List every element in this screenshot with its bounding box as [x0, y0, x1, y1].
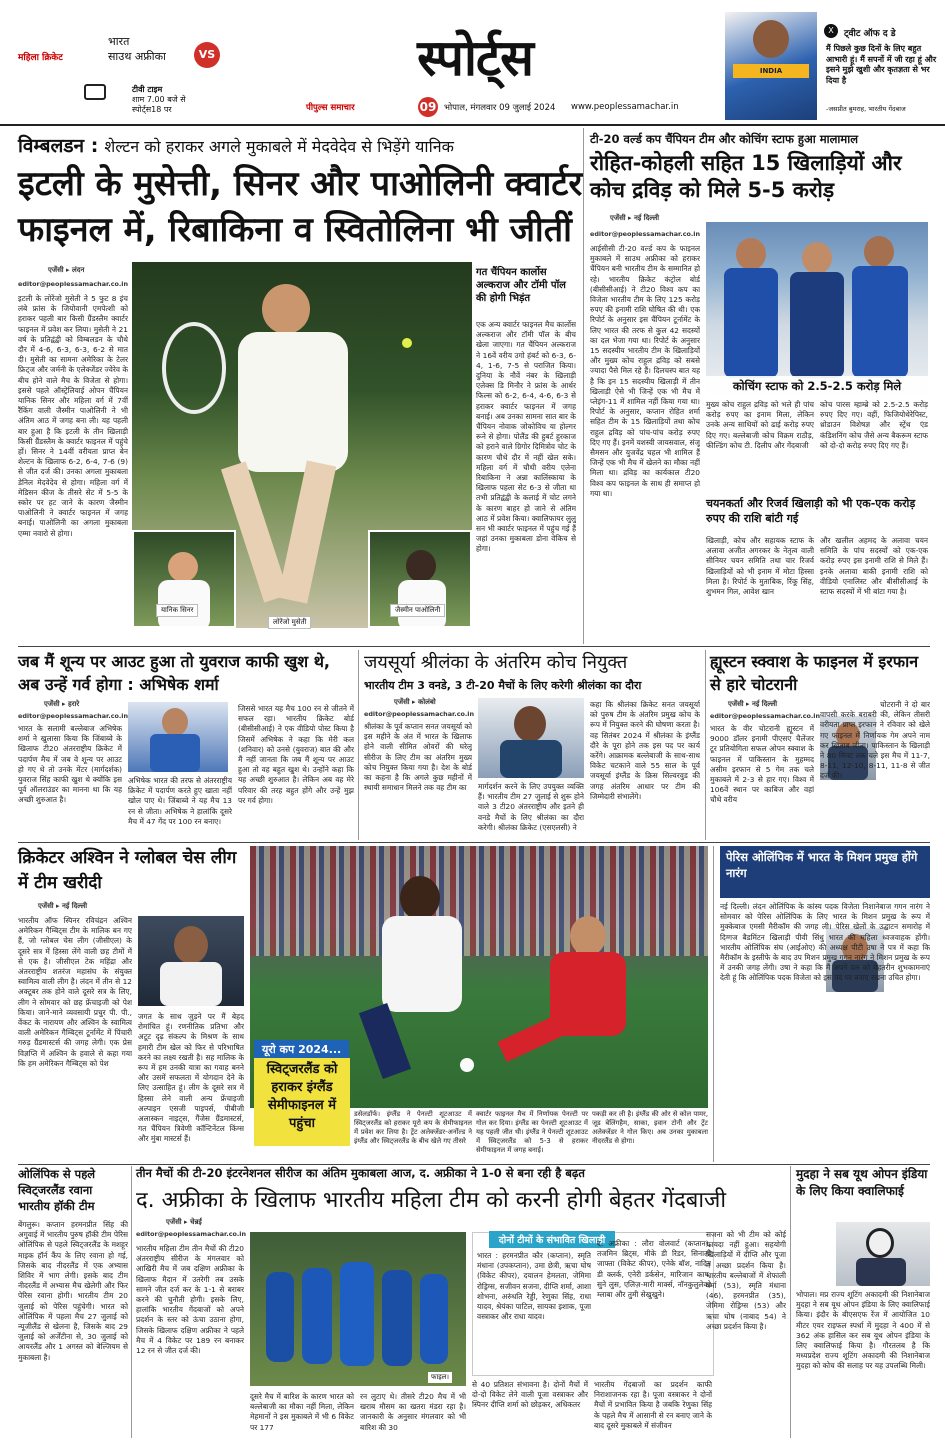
abhishek-byline: एजेंसी ▸ हरारे — [44, 700, 80, 708]
women-col1: भारतीय महिला टीम तीन मैचों की टी20 अंतरराष्ट्रीय सीरीज के मंगलवार को आखिरी मैच में जब दक्षिण अफ्रीका के खिलाफ मैदान में उतरेगी तब उसके सामने जीत दर्ज कर के 1-1 से बराबर करने की चुनौती होगी। इसके लिए, हालांकि भारतीय गेंदबाजों को अपने प्रदर्शन के स्तर को ऊंचा उठाना होगा, जिसके खिलाफ दक्षिण अफ्रीका ने पहले मैच में 4 विकेट पर 189 रन बनाकर 12 रन से जीत दर्ज की। — [136, 1244, 244, 1356]
abhishek-col1: भारत के सलामी बल्लेबाज अभिषेक शर्मा ने खुलासा किया कि जिंबाब्वे के खिलाफ टी20 अंतरराष्ट्रीय क्रिकेट में पदार्पण मैच में जब वे शून्य पर आउट हो गए थे तो उनके मेंटर (मार्गदर्शक) युवराज सिंह काफी खुश थे क्योंकि इस पूर्व ऑलराउंडर का मानना था कि यह अच्छी शुरुआत है। — [18, 724, 122, 805]
dateline-bar — [306, 97, 706, 117]
jayasuriya-col3: कहा कि श्रीलंका क्रिकेट सनत जयसूर्या को पुरुष टीम के अंतरिम प्रमुख कोच के रूप में नियुक्त करने की घोषणा करता है। वह सितंबर 2024 में श्रीलंका के इंग्लैंड दौरे के पूरा होने तक इस पद पर कार्य करेंगे। आक्रामक बल्लेबाजी के साथ-साथ विकेट चटकाने वाले 55 साल के पूर्व जयसूर्या इंग्लैंड के क्रिस सिल्वरवुड की जगह अंतरिम आधार पर टीम की जिम्मेदारी संभालेंगे। — [590, 700, 700, 801]
wimbledon-side-head: गत चैंपियन कार्लोस अल्कराज और टॉमी पॉल की होगी भिड़ंत — [476, 267, 566, 304]
ashwin-story — [18, 846, 244, 1162]
jayasuriya-story — [364, 650, 700, 840]
jayasuriya-col2: मार्गदर्शन करने के लिए उपयुक्त व्यक्ति हैं। भारतीय टीम 27 जुलाई से शुरू होने वाले 3 टी20 अंतरराष्ट्रीय और इतने ही वनडे मैचों के लिए श्रीलंका का दौरा करेगी। श्रीलंका क्रिकेट (एसएलसी) ने — [478, 782, 584, 832]
jayasuriya-subhead: भारतीय टीम 3 वनडे, 3 टी-20 मैचों के लिए करेगी श्रीलंका का दौरा — [364, 679, 642, 692]
women-headline: द. अफ्रीका के खिलाफ भारतीय महिला टीम को करनी होगी बेहतर गेंदबाजी — [136, 1188, 727, 1213]
women-col4: से 40 प्रतिशत संभावना है। दोनों मैचों में दो-दो विकेट लेने वाली पूजा वस्त्राकर और स्पिनर दीप्ति शर्मा को छोड़कर, अधिकतर — [472, 1380, 588, 1410]
squash-col1: भारत के वीर चोटरानी ह्यूस्टन में 9000 डॉलर इनामी पीएसए चैलेंजर टूर प्रतियोगिता सफल ओपन स्क्वाश के फाइनल में पाकिस्तान के मुहम्मद असीम इरफान से 5 गेम तक चले मुकाबले में 2-3 से हार गए। विश्व में 106वें स्थान पर काबिज और वहां चौथे वरीय — [710, 724, 814, 805]
coaches-photo — [706, 222, 928, 394]
euro-caption-3: पकड़ी कर ली है। इंग्लैंड की ओर से कोल पामर, जूड बेलिंगहैम, साका, इवान टोनी और ट्रेंट अलेक्जेंडर ने गोल किए। अब उनका मुकाबला नीदरलैंड से होगा। — [592, 1110, 708, 1145]
abhishek-email: editor@peoplessamachar.co.in — [18, 712, 129, 720]
narang-story — [720, 846, 930, 1162]
t20-sub-col2: और खलील अहमद के अलावा चयन समिति के पांच सदस्यों को एक-एक करोड़ रुपए इस इनामी राशि से मिले हैं। इनके अलावा बाकी इनामी राशि को वीडियो एनालिस्ट और बीसीसीआई के स्टाफ सदस्यों में भी बांटा गया है। — [820, 536, 928, 597]
narang-body: नई दिल्ली। लंदन ओलिंपिक के कांस्य पदक विजेता निशानेबाज गगन नारंग ने सोमवार को पेरिस ओलिंपिक के लिए भारत के मिशन प्रमुख के रूप में मुक्केबाज एमसी मैरीकॉम की जगह ली। पेरिस खेलों के उद्घाटन समारोह में दिग्गज बैडमिंटन खिलाड़ी पीवी सिंधु भारत की महिला ध्वजवाहक होंगी। भारतीय ओलिंपिक संघ (आईओए) की अध्यक्ष पीटी उषा ने पत्र में कहा कि मैरीकॉम के इस्तीफे के बाद उप मिशन प्रमुख गगन नारंग ने मिशन प्रमुख के रूप में उनकी जगह लेंगी। उषा ने कहा कि मैं अपने दल को बेहतरीन शुभकामनाएं देती हूं कि ओलिंपिक पदक विजेता को इस पद पर बनाए रखना उचित होगा। — [720, 902, 930, 983]
wimbledon-body: इटली के लोरेंजो मुसेती ने 5 फुट 8 इंच लंबे फ्रांस के जियोवानी एमपेत्शी को हराकर पहली बार किसी ग्रैंडस्लैम क्वार्टर फाइनल में प्रवेश कर लिया। मुसेती ने 21 वर्ष के प्रतिद्वंद्वी को विम्बलडन के चौथे दौर में 4-6, 6-3, 6-3, 6-2 से मात दी। मुसेती का सामना अमेरिका के टेलर फ्रिट्ज और जर्मनी के एलेक्जेंडर ज्वेरेव के बीच होने वाले मैच के विजेता से होगा। इससे पहले ऑस्ट्रेलियाई ओपन चैंपियन यानिक सिनर और महिला वर्ग में 7वीं रैंकिंग वाली जैस्मीन पाओलिनी ने भी अंतिम आठ में जगह बना ली। यह पहली बार हुआ है कि इटली के तीन खिलाड़ी किसी ग्रैंडस्लैम के क्वार्टर फाइनल में पहुंचे हों। सिनर ने 14वीं वरीयता प्राप्त बेन शेल्टन के खिलाफ 6-2, 6-4, 7-6 (9) से जीत दर्ज की। उनका अगला मुकाबला डेनिल मेदवेदेव से होगा। महिला वर्ग में मेडिसन कीज के तीसरे सेट में 5-5 के स्कोर पर हट जाने के कारण जैस्मीन पाओलिनी ने क्वार्टर फाइनल में जगह बनाई। पाओलिनी का अगला मुकाबला एम्मा नवारो से होगा। — [18, 294, 128, 538]
tweet-text: मैं पिछले कुछ दिनों के लिए बहुत आभारी हूं। मैं सपनों में जी रहा हूं और इसने मुझे खुशी और कृतज्ञता से भर दिया है — [826, 44, 937, 85]
jayasuriya-photo — [478, 698, 584, 778]
t20-email: editor@peoplessamachar.co.in — [590, 230, 701, 238]
musetti-caption: लोरेंजो मुसेती — [268, 616, 311, 629]
tv-time: शाम 7.00 बजे से स्पोर्ट्स18 पर — [132, 95, 186, 114]
jayasuriya-headline: जयसूर्या श्रीलंका के अंतरिम कोच नियुक्त — [364, 652, 628, 673]
abhishek-col2: जिससे भारत यह मैच 100 रन से जीतने में सफल रहा। भारतीय क्रिकेट बोर्ड (बीसीसीआई) ने एक वीडियो पोस्ट किया है जिसमें अभिषेक ने कहा कि मेरी कल (शनिवार) को उनसे (युवराज) बात की और मैं नहीं जानता कि जब मैं शून्य पर आउट हुआ तो वह बहुत खुश थे। उन्होंने कहा कि यह अच्छी शुरुआत है। लेकिन अब वह मेरे परिवार की तरह बहुत होंगे और उन्हें मुझ पर गर्व होगा। — [238, 704, 354, 805]
wimbledon-headline-2: फाइनल में, रिबाकिना व स्वितोलिना भी जीतीं — [18, 210, 572, 250]
shooting-headline: मुदहा ने सब यूथ ओपन इंडिया के लिए किया क्वालिफाई — [796, 1167, 928, 1198]
hockey-headline: ओलिंपिक से पहले स्विट्जरलैंड रवाना भारतीय हॉकी टीम — [18, 1167, 96, 1213]
tweet-box — [822, 16, 940, 120]
x-icon: X — [824, 24, 838, 38]
ashwin-headline: क्रिकेटर अश्विन ने ग्लोबल चेस लीग में टीम खरीदी — [18, 848, 237, 893]
squash-byline: एजेंसी ▸ नई दिल्ली — [728, 700, 778, 708]
promo-label: महिला क्रिकेट — [18, 53, 63, 63]
tv-label: टीवी टाइम — [132, 85, 163, 94]
ashwin-byline: एजेंसी ▸ नई दिल्ली — [38, 902, 88, 910]
euro-tag: यूरो कप 2024... — [254, 1040, 349, 1059]
wimbledon-headline-1: इटली के मुसेत्ती, सिनर और पाओलिनी क्वार्टर — [18, 164, 583, 204]
abhishek-story — [18, 650, 354, 840]
women-kicker: तीन मैचों की टी-20 इंटरनेशनल सीरीज का अंतिम मुकाबला आज, द. अफ्रीका ने 1-0 से बना रही है बढ़त — [136, 1166, 585, 1180]
abhishek-headline: जब मैं शून्य पर आउट हुआ तो युवराज काफी खुश थे, अब उन्हें गर्व होगा : अभिषेक शर्मा — [18, 652, 331, 694]
jayasuriya-col1: श्रीलंका के पूर्व कप्तान सनत जयसूर्या को इस महीने के अंत में भारत के खिलाफ होने वाली सीमित ओवरों की घरेलू सीरीज के लिए टीम का अंतरिम मुख्य कोच नियुक्त किया गया है। देश के बोर्ड का कहना है कि अगले कुछ महीनों में स्थायी समाधान मिलने तक वह टीम का — [364, 722, 472, 793]
hockey-story — [18, 1166, 128, 1438]
probables-title: दोनों टीमों के संभावित खिलाड़ी — [489, 1231, 615, 1248]
paolini-caption: जैस्मीन पाओलिनी — [390, 604, 445, 617]
masthead-title: स्पोर्ट्स — [417, 28, 533, 87]
masthead-rule — [0, 124, 945, 126]
t20-headline: रोहित-कोहली सहित 15 खिलाड़ियों और कोच द्रविड़ को मिले 5-5 करोड़ — [590, 151, 902, 202]
women-team-photo — [250, 1232, 466, 1386]
abhishek-col1b: अभिषेक भारत की तरफ से अंतरराष्ट्रीय क्रिकेट में पदार्पण करते हुए खाता नहीं खोल पाए थे। जिंबाब्वे ने यह मैच 13 रन से जीता। अभिषेक ने हालांकि दूसरे मैच में 47 गेंद पर 100 रन बनाए। — [128, 776, 232, 826]
coaches-photo-caption: कोचिंग स्टाफ को 2.5-2.5 करोड़ मिले — [706, 376, 928, 396]
t20-col2: मुख्य कोच राहुल द्रविड़ को भले ही पांच करोड़ रुपए का इनाम मिला, लेकिन उनके अन्य साथियों को ढाई करोड़ रुपए दिए गए। बल्लेबाजी कोच विक्रम राठौड़, फील्डिंग कोच टी. दिलीप और गेंदबाजी — [706, 400, 814, 450]
squash-col2: चोटरानी ने दो बार वापसी करके बराबरी की, लेकिन तीसरी वरीयता प्राप्त इरफान ने रविवार को खेले गए फाइनल में निर्णायक गेम अपने नाम कर खिताब जीता। पाकिस्तान के खिलाड़ी ने 80 मिनट तक चले इस मैच में 11-7, 8-11, 12-10, 8-11, 11-8 से जीत दर्ज की। — [820, 700, 930, 781]
ashwin-photo — [138, 916, 244, 1006]
wimbledon-kicker — [18, 132, 578, 158]
women-photo-caption: फाइल। — [428, 1372, 452, 1383]
t20-col3: कोच पारस म्हाम्ब्रे को 2.5-2.5 करोड़ रुपए दिए गए। वहीं, फिजियोथेरेपिस्ट, थ्रोडाउन विशेषज्ञ और स्ट्रेंथ एंड कंडिशनिंग कोच जैसे अन्य बैकरूम स्टाफ को दो-दो करोड़ रुपए दिए गए हैं। — [820, 400, 928, 450]
euro-headline: स्विट्जरलैंड को हराकर इंग्लैंड सेमीफाइनल में पहुंचा — [254, 1058, 350, 1146]
women-col5: भारतीय गेंदबाजों का प्रदर्शन काफी निराशाजनक रहा है। पूजा वस्त्राकर ने दोनों मैचों में प्रभावित किया है जबकि रेणुका सिंह के पहले मैच में आसानी से रन बनाए जाने के बाद दूसरे मुकाबले में संजीवन — [594, 1380, 712, 1430]
promo-teams: भारत साउथ अफ्रीका — [108, 35, 166, 63]
wimbledon-byline: एजेंसी ▸ लंदन — [48, 266, 85, 274]
squash-email: editor@peoplessamachar.co.in — [710, 712, 821, 720]
wimbledon-kicker-label: विम्बलडन : — [18, 135, 99, 157]
shooting-body: भोपाल। मप्र राज्य शूटिंग अकादमी की निशानेबाज मुदहा ने सब यूथ ओपन इंडिया के लिए क्वालिफाई किया। इंदौर के बीएसएफ रेंज में आयोजित 10 मीटर एयर राइफल स्पर्धा में मुदहा ने 400 में से 362 अंक हासिल कर सब यूथ ओपन इंडिया के लिए क्वालिफाई किया है। गौरतलब है कि मध्यप्रदेश राज्य शूटिंग अकादमी की निशानेबाज मुदहा को कोच की सलाह पर यह उपलब्धि मिली। — [796, 1290, 930, 1371]
abhishek-photo — [128, 702, 228, 772]
women-cricket-story — [136, 1166, 727, 1438]
tweet-author: -जसप्रीत बुमराह, भारतीय गेंदबाज — [826, 105, 906, 113]
bumrah-photo: INDIA — [725, 12, 817, 120]
t20-sub-col1: खिलाड़ी, कोच और सहायक स्टाफ के अलावा अजीत अगरकर के नेतृत्व वाली सीनियर चयन समिति तथा चार रिजर्व खिलाड़ियों को भी इनाम में मोटा हिस्सा मिला है। रिपोर्ट के मुताबिक, रिंकू सिंह, शुभमन गिल, आवेश खान — [706, 536, 814, 597]
women-email: editor@peoplessamachar.co.in — [136, 1230, 247, 1238]
musetti-photo — [132, 262, 472, 628]
tweet-label: ट्वीट ऑफ द डे — [844, 29, 896, 39]
narang-headline: पेरिस ओलिंपिक में भारत के मिशन प्रमुख होंगे नारंग — [720, 846, 930, 898]
women-col2: दूसरे मैच में बारिश के कारण भारत को बल्लेबाजी का मौका नहीं मिला, लेकिन मेहमानों ने इस मुकाबले में भी 6 विकेट पर 177 — [250, 1392, 354, 1432]
women-byline: एजेंसी ▸ चेन्नई — [166, 1218, 202, 1226]
masthead — [0, 0, 945, 124]
euro-caption-2: क्वार्टर फाइनल मैच में निर्णायक पेनल्टी पर गोल कर दिया। इंग्लैंड का पेनल्टी शूटआउट में यह पहली जीत थी। इंग्लैंड ने पेनल्टी शूटआउट में स्विट्जरलैंड को 5-3 से हराकर सेमीफाइनल में जगह बनाई। — [476, 1110, 588, 1154]
shooting-photo — [836, 1222, 930, 1286]
squash-headline: ह्यूस्टन स्क्वाश के फाइनल में इरफान से हारे चोटरानी — [710, 652, 919, 694]
t20-bonus-story — [590, 128, 930, 644]
t20-subhead: चयनकर्ता और रिजर्व खिलाड़ी को भी एक-एक करोड़ रुपए की राशि बांटी गई — [706, 497, 916, 525]
jayasuriya-email: editor@peoplessamachar.co.in — [364, 710, 475, 718]
vs-icon: VS — [194, 42, 220, 68]
probables-sa: द. अफ्रीका : लौरा वोलवार्ट (कप्तान), तजमिन ब्रिट्स, मीके डी रिडर, सिनालो जाफ्ता (विकेट कीपर), एनेके बॉश, नादिन डी क्लर्क, एनेरी डर्कसेन, मारिजान काप, सुने लुस, एलिज़-मारी मार्क्स, नॉनकुलुलेको म्लाबा और तुमी सेखुखुने। — [597, 1239, 711, 1300]
squash-story — [710, 650, 930, 840]
probables-india: भारत : हरमनप्रीत कौर (कप्तान), स्मृति मंधाना (उपकप्तान), उमा छेत्री, ऋचा घोष (विकेट कीपर), दयालन हेमलता, जेमिमा रोड्रिग्स, सजीवन सजना, दीप्ति शर्मा, आशा शोभना, अरुंधति रेड्डी, रेणुका सिंह, राधा यादव, श्रेयंका पाटिल, सायका इशाक, पूजा वस्त्राकर और राधा यादव। — [477, 1251, 591, 1322]
dateline: भोपाल, मंगलवार 09 जुलाई 2024 — [444, 103, 556, 113]
tv-icon — [84, 84, 106, 100]
wimbledon-email: editor@peoplessamachar.co.in — [18, 280, 129, 288]
page-number: 09 — [418, 97, 438, 117]
ashwin-col2: जगत के साथ जुड़ने पर मैं बेहद रोमांचित हूं। रणनीतिक प्रतिभा और अटूट दृढ़ संकल्प के मिश्रण के साथ हमारी टीम खेल को फिर से परिभाषित करने का लक्ष्य रखती है। सह मालिक के रूप में हम उनकी यात्रा का गवाह बनने और उसमें सफलता में योगदान देने के लिए उत्साहित हूं। लीग के दूसरे सत्र में हिस्सा लेने वाली अन्य फ्रेंचाइजी अल्पाइन एसजी पाइपर्स, पीबीजी अलास्कन नाइट्स, गैंजेस ग्रैंडमास्टर्स, गत चैंपियन त्रिवेणी कॉन्टिनेंटल किंग्स और मुंबा मास्टर्स हैं। — [138, 1012, 244, 1144]
t20-body: आईसीसी टी-20 वर्ल्ड कप के फाइनल मुकाबले में साउथ अफ्रीका को हराकर चैंपियन बनी भारतीय टीम के सम्मानित हो रहे। भारतीय क्रिकेट कंट्रोल बोर्ड (बीसीसीआई) ने टी20 विश्व कप का विजेता भारतीय टीम के लिए 125 करोड़ रुपए की इनामी राशि घोषित की थी। एक रिपोर्ट के अनुसार इस चैंपियन टूर्नामेंट के लिए भारत की तरफ से कुल 42 सदस्यों का दल भेजा गया था। रिपोर्ट के अनुसार 15 सदस्यीय भारतीय टीम के खिलाड़ियों और मुख्य कोच राहुल द्रविड़ को सबसे ज्यादा पैसे मिल रहे हैं। दिलचस्प बात यह है कि इन 15 सदस्यीय खिलाड़ी में तीन खिलाड़ी ऐसे भी जिन्हें एक भी मैच में प्लेइंग-11 में शामिल नहीं किया गया था। रिपोर्ट के अनुसार, कप्तान रोहित शर्मा सहित टीम के 15 खिलाड़ियों तथा कोच राहुल द्रविड़ को पांच-पांच करोड़ रुपए दिए गए हैं। इनमें यशस्वी जायसवाल, संजू सैमसन और युजवेंद्र चहल भी शामिल हैं जिन्हें एक भी मैच में खेलने का मौका नहीं मिला था। द्रविड़ का कार्यकाल टी20 विश्व कप फाइनल के साथ ही समाप्त हो गया था। — [590, 244, 700, 498]
women-col3: रन लुटाए थे। तीसरे टी20 मैच में भी खराब मौसम का खतरा मंडरा रहा है। जानकारी के अनुसार मंगलवार को भी बारिश की 30 — [360, 1392, 466, 1432]
t20-kicker: टी-20 वर्ल्ड कप चैंपियन टीम और कोचिंग स्टाफ हुआ मालामाल — [590, 132, 859, 146]
promo-box — [18, 22, 228, 122]
sinner-caption: यानिक सिनर — [156, 604, 198, 617]
women-extra-column: सजना को भी टीम को कोई फायदा नहीं हुआ। सहयोगी खिलाड़ियों में दीप्ति और पूजा ने अच्छा प्रदर्शन किया है। भारतीय बल्लेबाजों में शेफाली वर्मा (53), स्मृति मंधाना (46), हरमनप्रीत (35), जेमिमा रोड्रिग्स (53) और ऋचा घोष (नाबाद 54) ने अच्छा प्रदर्शन किया है। — [706, 1230, 786, 1331]
wimbledon-story — [18, 128, 583, 644]
paper-name: पीपुल्स समाचार — [306, 103, 355, 113]
hockey-body: बेंगलुरू। कप्तान हरमनप्रीत सिंह की अगुवाई में भारतीय पुरुष हॉकी टीम पेरिस ओलिंपिक से पहले स्विट्जरलैंड के मशहूर माइक हॉर्न कैंप के लिए रवाना हो गई, जिसके बाद नीदरलैंड में एक अभ्यास शिविर में भाग लेगी। इसके बाद टीम नीदरलैंड में अभ्यास मैच खेलेगी और फिर पेरिस रवाना होगी। भारतीय टीम 20 जुलाई को पेरिस पहुंचेगी। भारत को ओलिंपिक में पहला मैच 27 जुलाई को न्यूजीलैंड से खेलना है, जिसके बाद 29 जुलाई को अर्जेंटीना से, 30 जुलाई को आयरलैंड और 1 अगस्त को बेल्जियम से मुकाबला है। — [18, 1220, 128, 1362]
jayasuriya-byline: एजेंसी ▸ कोलंबो — [394, 698, 436, 706]
site-url: www.peoplessamachar.in — [571, 102, 679, 112]
wimbledon-side-body: एक अन्य क्वार्टर फाइनल मैच कार्लोस अल्कराज और टॉमी पॉल के बीच खेला जाएगा। गत चैंपियन अल्कराज ने 16वें वरीय उगो हंबर्ट को 6-3, 6-4, 1-6, 7-5 से पराजित किया। दुनिया के नौवें नंबर के खिलाड़ी एलेक्स डि मिनौर ने फ्रांस के आर्थर फिल्स को 6-2, 6-4, 4-6, 6-3 से हराकर क्वार्टर फाइनल में जगह बनाई। अब उनका सामना सात बार के चैंपियन नोवाक जोकोविच या होल्गर रूने से होगा। पोलैंड की हुबर्ट हुरकाज को हराने वाले ग्रिगोर दिमित्रोव चोट के कारण चौथे दौर में नहीं खेल सके। महिला वर्ग में चौथी वरीय एलेना रिबाकिना ने अन्ना कालिंस्काया के खिलाफ पहला सेट 6-3 से जीता था तभी प्रतिद्वंद्वी के कलाई में चोट लगने के कारण बाहर हो जाने से अंतिम आठ में प्रवेश किया। क्वालिफायर लुलु सन भी क्वार्टर फाइनल में पहुंच गई हैं जहां उनका मुकाबला डोना वेकिच से होगा। — [476, 320, 576, 554]
t20-byline: एजेंसी ▸ नई दिल्ली — [610, 214, 660, 222]
ashwin-body: भारतीय ऑफ स्पिनर रविचंद्रन अश्विन अमेरिकन गैम्बिट्स टीम के मालिक बन गए हैं, जो ग्लोबल चेस लीग (जीसीएल) के दूसरे सत्र में हिस्सा लेंगे वाली छह टीमों में से एक है। जीसीएल टेक महिंद्रा और अंतरराष्ट्रीय शतरंज महासंघ के संयुक्त स्वामित्व वाली लीग है। लंदन में तीन से 12 अक्टूबर तक होने वाले दूसरे सत्र के लिए, लीग ने सोमवार को छह फ्रेंचाइजी को पेश किया। जाने-माने व्यवसायी प्रचुर पी. पी., वेंकट के नारायण और अश्विन के स्वामित्व वाली अमेरिकन गैम्बिट्स टूर्नामेंट में पिंचारी गरुड़ ग्रैंडमास्टर्स की जगह लेगी। एक प्रेस विज्ञप्ति में अश्विन के हवाले से कहा गया कि हम अमेरिकन गैम्बिट्स को पेश — [18, 916, 132, 1068]
euro-caption-1: डसेलडॉर्फ। इंग्लैंड ने पेनल्टी शूटआउट में स्विट्जरलैंड को हराकर यूरो कप के सेमीफाइनल में प्रवेश कर लिया है। ट्रेंट अलेक्जेंडर-अर्नोल्ड ने इंग्लैंड और स्विट्जरलैंड के बीच खेले गए तीसरे — [354, 1110, 472, 1145]
shooting-story — [796, 1166, 930, 1438]
probables-box — [472, 1232, 714, 1376]
wimbledon-kicker-text: शेल्टन को हराकर अगले मुकाबले में मेदवेदेव से भिड़ेंगे यानिक — [104, 137, 454, 156]
